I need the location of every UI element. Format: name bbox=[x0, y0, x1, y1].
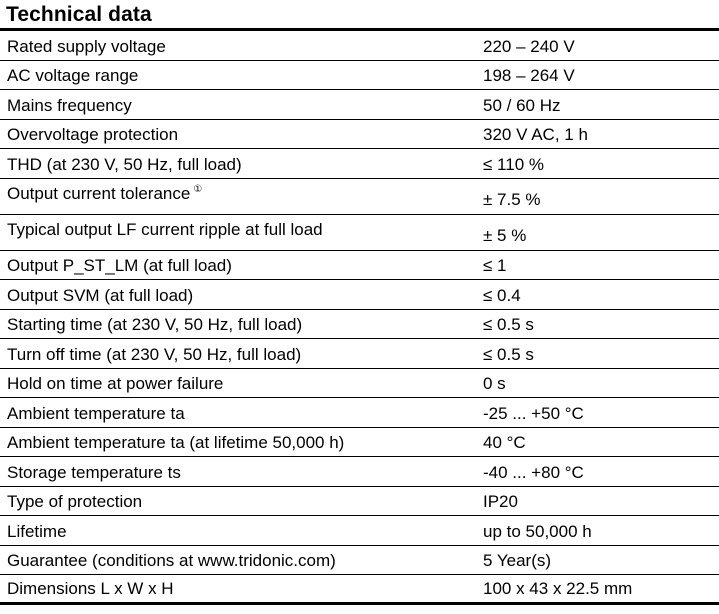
table-row bbox=[0, 251, 719, 281]
table-row bbox=[0, 280, 719, 310]
parameter-label: Ambient temperature ta bbox=[7, 403, 185, 423]
parameter-label: AC voltage range bbox=[7, 66, 139, 85]
parameter-value: 50 / 60 Hz bbox=[483, 95, 561, 115]
parameter-value: 220 – 240 V bbox=[483, 36, 575, 56]
parameter-label: Lifetime bbox=[7, 521, 67, 541]
parameter-label: Guarantee (conditions at www.tridonic.com) bbox=[7, 551, 336, 570]
parameter-value: -25 ... +50 °C bbox=[483, 403, 584, 423]
parameter-label: Storage temperature ts bbox=[7, 462, 181, 482]
table-row bbox=[0, 457, 719, 487]
parameter-label: Dimensions L x W x H bbox=[7, 578, 174, 598]
parameter-label: Rated supply voltage bbox=[7, 36, 166, 56]
table-row bbox=[0, 120, 719, 150]
parameter-value: ≤ 0.5 s bbox=[483, 315, 534, 334]
parameter-label: Output current tolerance bbox=[7, 183, 191, 203]
table-row bbox=[0, 310, 719, 340]
table-row bbox=[0, 487, 719, 517]
table-row bbox=[0, 398, 719, 428]
table-row bbox=[0, 369, 719, 399]
parameter-label: Ambient temperature ta (at lifetime 50,000 h) bbox=[7, 433, 345, 452]
parameter-value: 5 Year(s) bbox=[483, 551, 552, 570]
table-row bbox=[0, 90, 719, 120]
table-row bbox=[0, 339, 719, 369]
parameter-label: Overvoltage protection bbox=[7, 125, 179, 144]
parameter-value: up to 50,000 h bbox=[483, 521, 592, 541]
parameter-label: Mains frequency bbox=[7, 95, 132, 115]
parameter-value: IP20 bbox=[483, 492, 518, 511]
parameter-label: Output SVM (at full load) bbox=[7, 285, 194, 305]
parameter-value: ± 5 % bbox=[483, 225, 527, 245]
parameter-label: Type of protection bbox=[7, 492, 143, 511]
parameter-value: ≤ 110 % bbox=[483, 154, 544, 174]
table-row bbox=[0, 575, 719, 605]
parameter-value: ≤ 0.4 bbox=[483, 285, 521, 305]
parameter-label: Output P_ST_LM (at full load) bbox=[7, 256, 232, 275]
parameter-value: ± 7.5 % bbox=[483, 189, 541, 209]
table-row bbox=[0, 31, 719, 61]
parameter-label: Turn off time (at 230 V, 50 Hz, full load) bbox=[7, 344, 302, 364]
table-row bbox=[0, 215, 719, 251]
parameter-value: 198 – 264 V bbox=[483, 66, 575, 85]
table-row bbox=[0, 61, 719, 91]
parameter-label: THD (at 230 V, 50 Hz, full load) bbox=[7, 154, 242, 174]
parameter-value: 100 x 43 x 22.5 mm bbox=[483, 578, 633, 598]
table-row bbox=[0, 516, 719, 546]
footnote-marker: ① bbox=[193, 183, 203, 195]
parameter-label: Starting time (at 230 V, 50 Hz, full load) bbox=[7, 315, 303, 334]
parameter-value: ≤ 0.5 s bbox=[483, 344, 534, 364]
table-row bbox=[0, 546, 719, 576]
table-row bbox=[0, 149, 719, 179]
section-title: Technical data bbox=[6, 3, 152, 26]
technical-data-table bbox=[0, 31, 719, 605]
parameter-label-with-note bbox=[7, 180, 202, 204]
table-row bbox=[0, 179, 719, 215]
parameter-label: Hold on time at power failure bbox=[7, 374, 224, 393]
parameter-value: -40 ... +80 °C bbox=[483, 462, 584, 482]
parameter-value: 320 V AC, 1 h bbox=[483, 125, 588, 144]
parameter-label: Typical output LF current ripple at full load bbox=[7, 219, 323, 239]
parameter-value: 0 s bbox=[483, 374, 506, 393]
parameter-value: ≤ 1 bbox=[483, 256, 507, 275]
parameter-value: 40 °C bbox=[483, 433, 526, 452]
table-row bbox=[0, 428, 719, 458]
